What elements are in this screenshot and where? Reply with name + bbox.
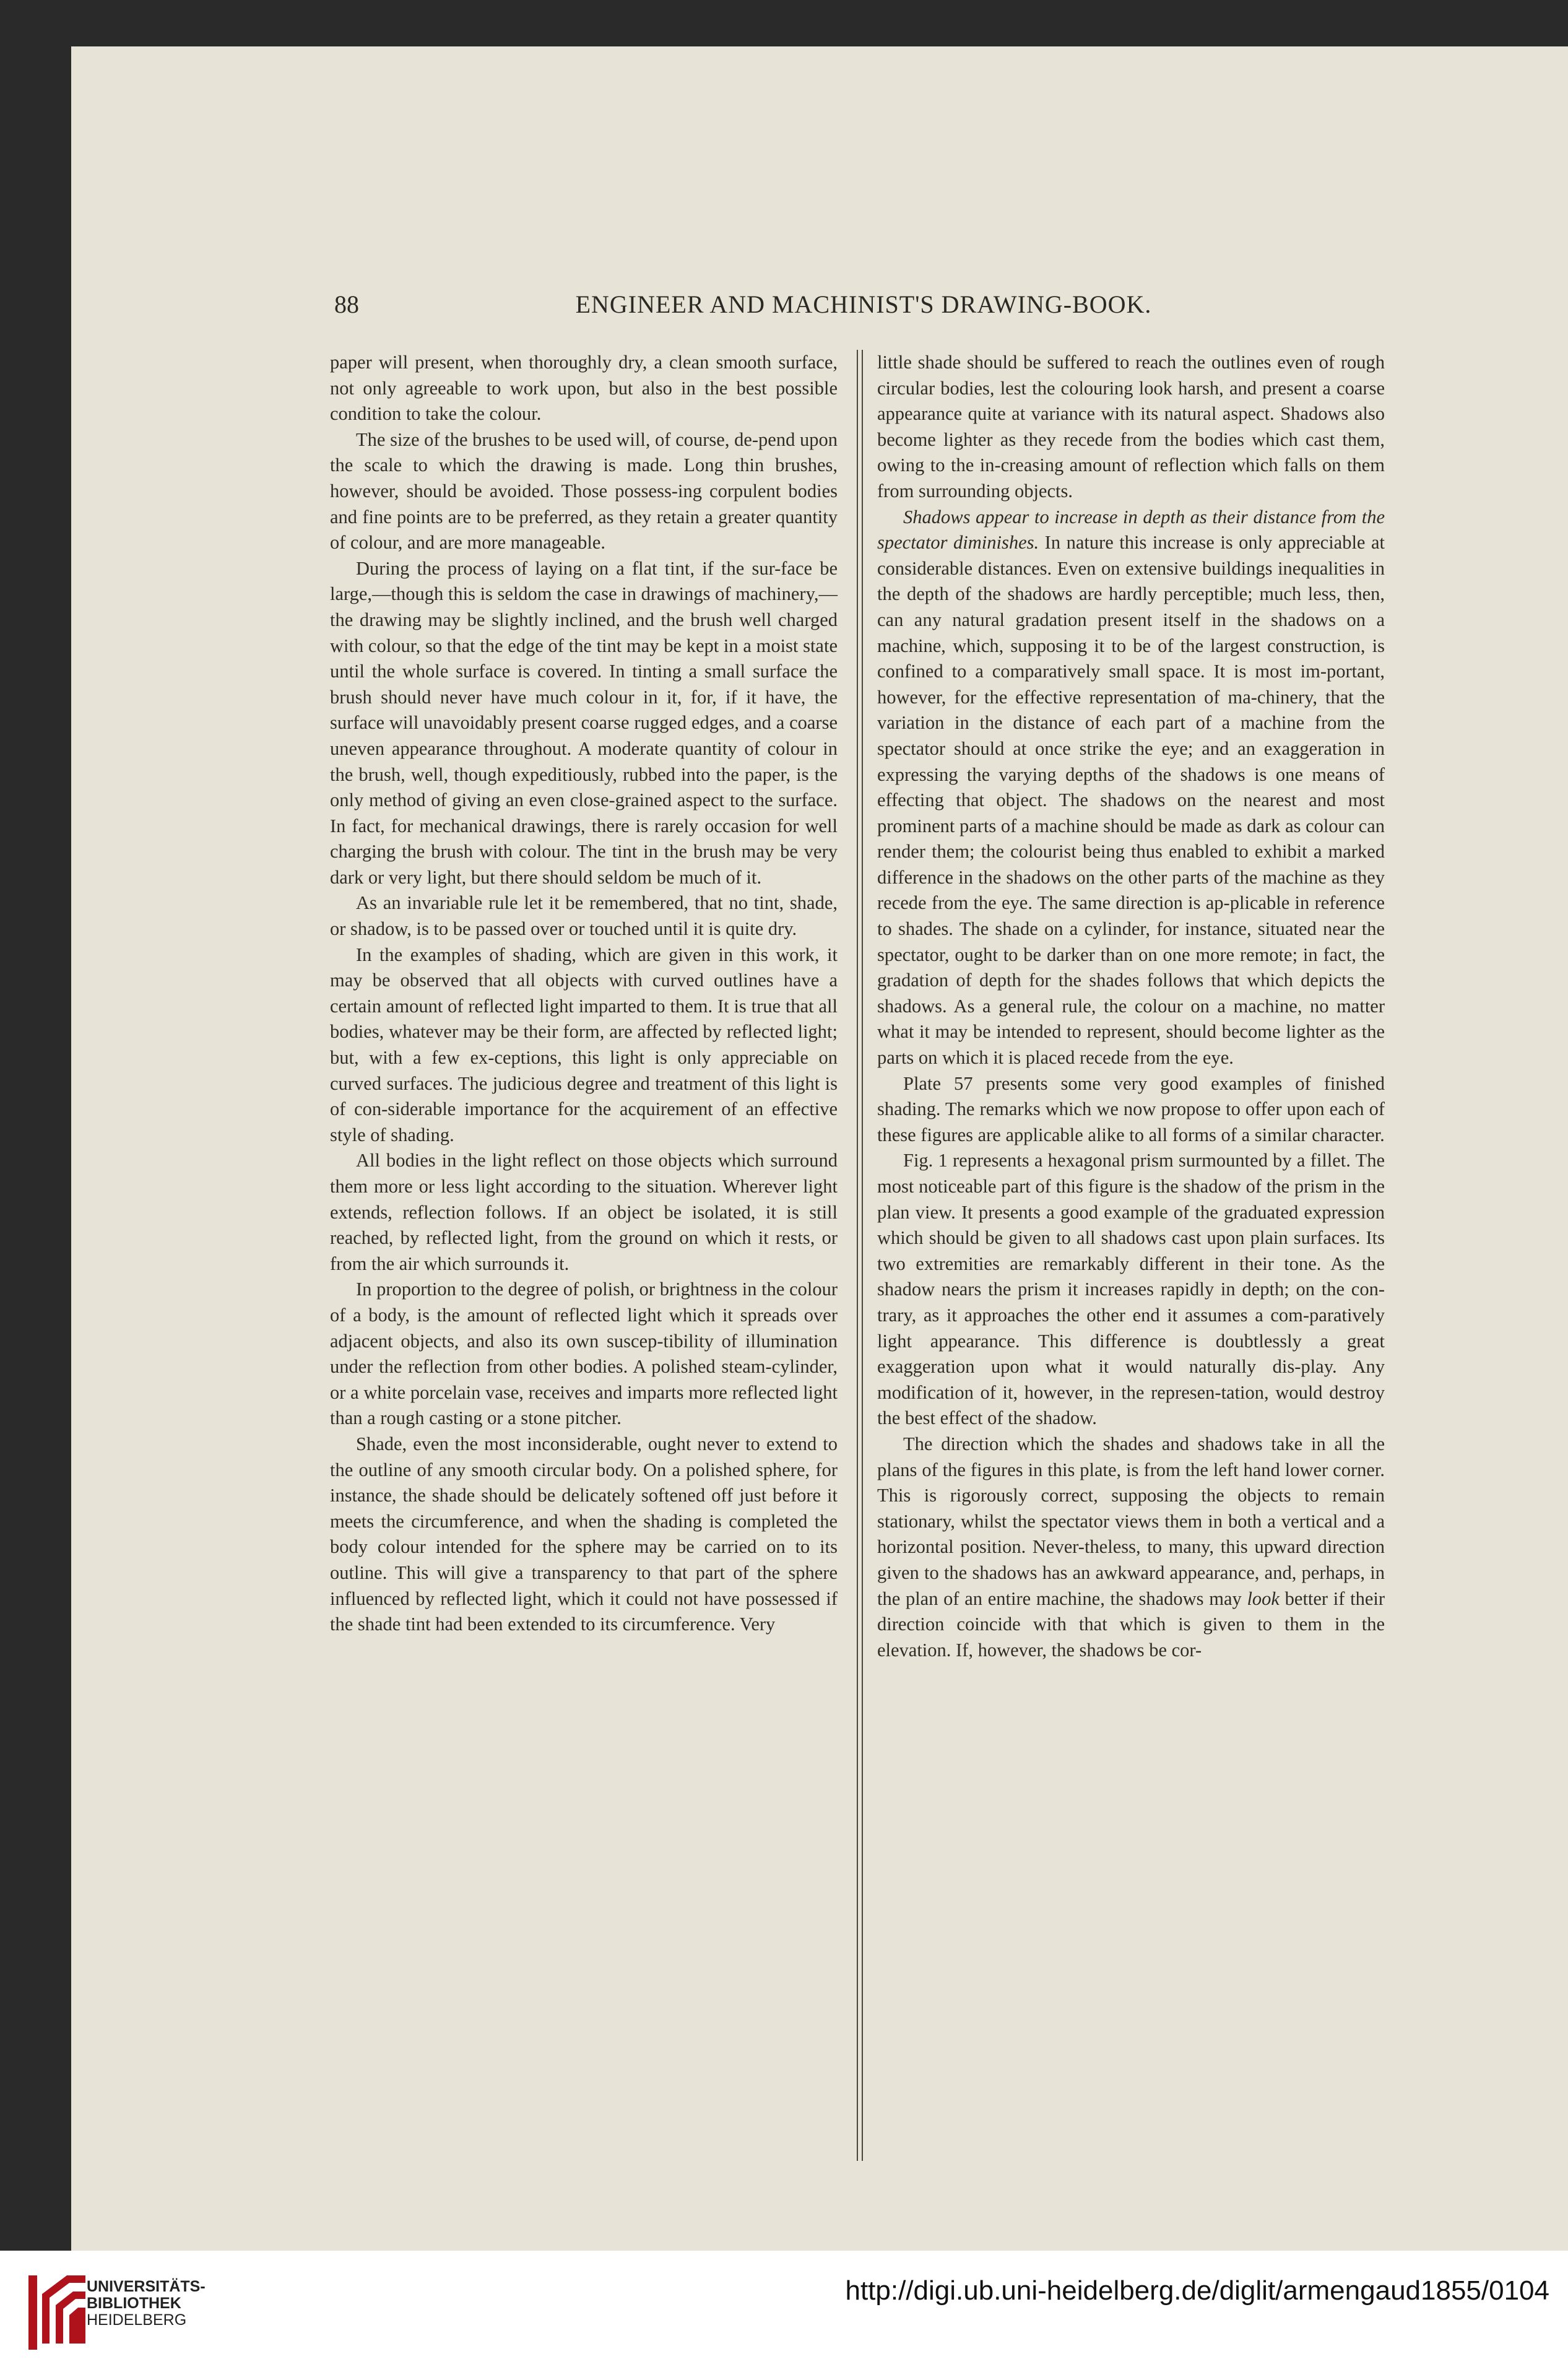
paragraph: paper will present, when thoroughly dry, a clean smooth surface, not only agreeable to work upon, but also in the best possible condition to take the colour. — [330, 352, 838, 425]
paragraph: All bodies in the light reflect on those objects which surround them more or less light according to the situation. Wherever light extends, reflection follows. If an object be isolated, it is still reached, by reflected light, from the ground on which it rests, or from the air which surrounds it. — [330, 1150, 838, 1274]
running-title: ENGINEER AND MACHINIST'S DRAWING-BOOK. — [575, 290, 1152, 318]
footer-bar — [0, 2251, 1568, 2372]
right-column — [877, 350, 1385, 1663]
source-url-link[interactable]: http://digi.ub.uni-heidelberg.de/diglit/armengaud1855/0104 — [845, 2275, 1549, 2306]
paragraph: As an invariable rule let it be remembered, that no tint, shade, or shadow, is to be passed over or touched until it is quite dry. — [330, 892, 838, 940]
left-column — [330, 350, 838, 1638]
paragraph: During the process of laying on a flat tint, if the sur-face be large,—though this is seldom the case in drawings of machinery,—the drawing may be slightly inclined, and the brush well charged with colour, so that the edge of the tint may be kept in a moist state until the whole surface is covered. In tinting a small surface the brush should never have much colour in it, for, if it have, the surface will unavoidably present coarse rugged edges, and a coarse uneven appearance throughout. A moderate quantity of colour in the brush, well, though expeditiously, rubbed into the paper, is the only method of giving an even close-grained aspect to the surface. In fact, for mechanical drawings, there is rarely occasion for well charging the brush with colour. The tint in the brush may be very dark or very light, but there should seldom be much of it. — [330, 557, 838, 888]
running-header — [328, 290, 1399, 327]
paragraph-text: In nature this increase is only appreciable at considerable distances. Even on extensive buildings inequalities in the depth of the shadows are hardly perceptible; much less, then, can any natural gradation present itself in the shadows on a machine, which, supposing it to be of the largest construction, is confined to a comparatively small space. It is most im-portant, however, for the effective representation of ma-chinery, that the variation in the distance of each part of a machine from the spectator should at once strike the eye; and an exaggeration in expressing the varying depths of the shadows is one means of effecting that object. The shadows on the nearest and most prominent parts of a machine should be made as dark as colour can render them; the colourist being thus enabled to exhibit a marked difference in the shadows on the other parts of the machine as they recede from the eye. The same direction is ap-plicable in reference to shades. The shade on a cylinder, for instance, situated near the spectator, ought to be darker than on one more remote; in fact, the gradation of depth for the shades follows that which depicts the shadows. As a general rule, the colour on a machine, no matter what it may be intended to represent, should become lighter as the parts on which it is placed recede from the eye. — [877, 532, 1385, 1069]
paragraph: In the examples of shading, which are given in this work, it may be observed that all objects with curved outlines have a certain amount of reflected light imparted to them. It is true that all bodies, whatever may be their form, are affected by reflected light; but, with a few ex-ceptions, this light is only appreciable on curved surfaces. The judicious degree and treatment of this light is of con-siderable importance for the acquirement of an effective style of shading. — [330, 944, 838, 1145]
italic-statement: Shadows appear to increase in depth as their distance from the spectator diminishes. — [877, 506, 1385, 554]
paragraph-text: better if their direction coincide with that which is given to them in the elevation. If, however, the shadows be cor- — [877, 1588, 1385, 1661]
paragraph: Fig. 1 represents a hexagonal prism surmounted by a fillet. The most noticeable part of this figure is the shadow of the prism in the plan view. It presents a good example of the graduated expression which should be given to all shadows cast upon plain surfaces. Its two extremities are remarkably different in their tone. As the shadow nears the prism it increases rapidly in depth; on the con-trary, as it approaches the other end it assumes a com-paratively light appearance. This difference is doubtlessly a great exaggeration upon what it would naturally dis-play. Any modification of it, however, in the represen-tation, would destroy the best effect of the shadow. — [877, 1150, 1385, 1429]
paragraph: The size of the brushes to be used will, of course, de-pend upon the scale to which the drawing is made. Long thin brushes, however, should be avoided. Those possess-ing corpulent bodies and fine points are to be preferred, as they retain a greater quantity of colour, and are more manageable. — [330, 428, 838, 554]
paragraph-text: The direction which the shades and shadows take in all the plans of the figures in this plate, is from the left hand lower corner. This is rigorously correct, supposing the objects to remain stationary, whilst the spectator views them in both a vertical and a horizontal position. Never-theless, to many, this upward direction given to the shadows has an awkward appearance, and, perhaps, in the plan of an entire machine, the shadows may — [877, 1433, 1385, 1609]
paragraph: Shade, even the most inconsiderable, ought never to extend to the outline of any smooth circular body. On a polished sphere, for instance, the shade should be delicately softened off just before it meets the circumference, and when the shading is completed the body colour intended for the sphere may be carried on to its outline. This will give a transparency to that part of the sphere influenced by reflected light, which it could not have possessed if the shade tint had been extended to its circumference. Very — [330, 1433, 838, 1635]
paragraph: In proportion to the degree of polish, or brightness in the colour of a body, is the amount of reflected light which it spreads over adjacent objects, and also its own suscep-tibility of illumination under the reflection from other bodies. A polished steam-cylinder, or a white porcelain vase, receives and imparts more reflected light than a rough casting or a stone pitcher. — [330, 1279, 838, 1429]
page-number: 88 — [334, 290, 359, 318]
library-name — [87, 2279, 206, 2329]
paragraph: Plate 57 presents some very good examples of finished shading. The remarks which we now propose to offer upon each of these figures are applicable alike to all forms of a similar character. — [877, 1072, 1385, 1145]
library-name-line: UNIVERSITÄTS- — [87, 2278, 206, 2295]
library-name-line: BIBLIOTHEK — [87, 2295, 181, 2312]
paragraph — [877, 1431, 1385, 1663]
library-name-line: HEIDELBERG — [87, 2311, 187, 2329]
column-divider — [857, 350, 863, 2161]
italic-word: look — [1247, 1588, 1280, 1609]
paragraph — [877, 505, 1385, 1071]
paragraph: little shade should be suffered to reach the outlines even of rough circular bodies, lest the colouring look harsh, and present a coarse appearance quite at variance with its natural aspect. Shadows also become lighter as they recede from the bodies which cast them, owing to the in-creasing amount of reflection which falls on them from surrounding objects. — [877, 352, 1385, 502]
